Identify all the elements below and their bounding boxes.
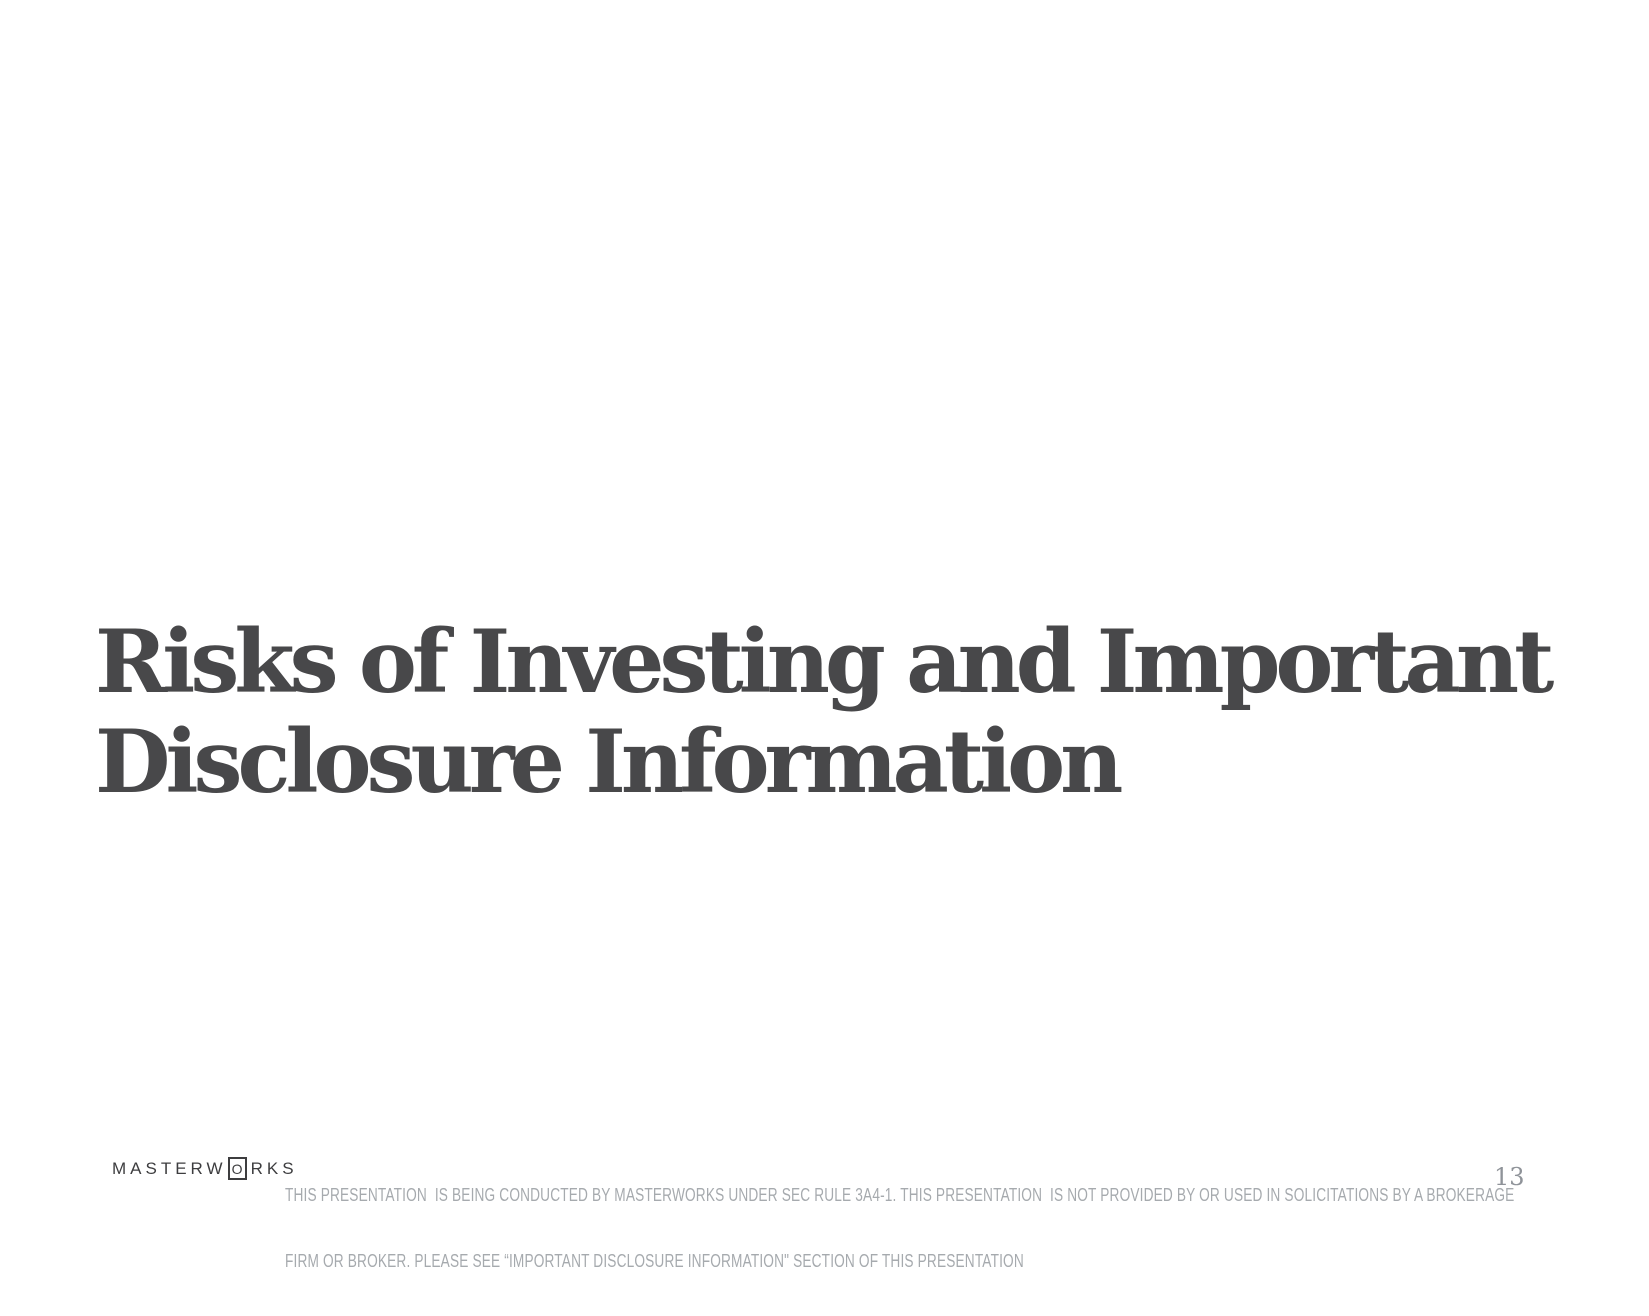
masterworks-logo-boxed-o-icon — [228, 1157, 247, 1180]
masterworks-logo — [112, 1157, 298, 1180]
disclaimer-line-2: FIRM OR BROKER. PLEASE SEE “IMPORTANT DISCLOSURE INFORMATION" SECTION OF THIS PRESENTATION — [285, 1251, 1024, 1271]
page-number: 13 — [1494, 1163, 1525, 1191]
disclaimer-line-1: THIS PRESENTATION IS BEING CONDUCTED BY MASTERWORKS UNDER SEC RULE 3A4-1. THIS PRESENTATION IS NOT PROVIDED BY OR USED IN SOLICITATIONS BY A BROKERAGE — [285, 1185, 1515, 1205]
masterworks-logo-suffix: RKS — [250, 1158, 298, 1178]
disclaimer-text — [285, 1140, 1514, 1316]
slide-title-line-1: Risks of Investing and Important — [95, 610, 1550, 713]
masterworks-logo-prefix: MASTERW — [112, 1158, 227, 1178]
masterworks-logo-boxed-letter: O — [231, 1160, 243, 1177]
slide-title — [95, 612, 1549, 812]
slide-title-line-2: Disclosure Information — [95, 710, 1119, 813]
